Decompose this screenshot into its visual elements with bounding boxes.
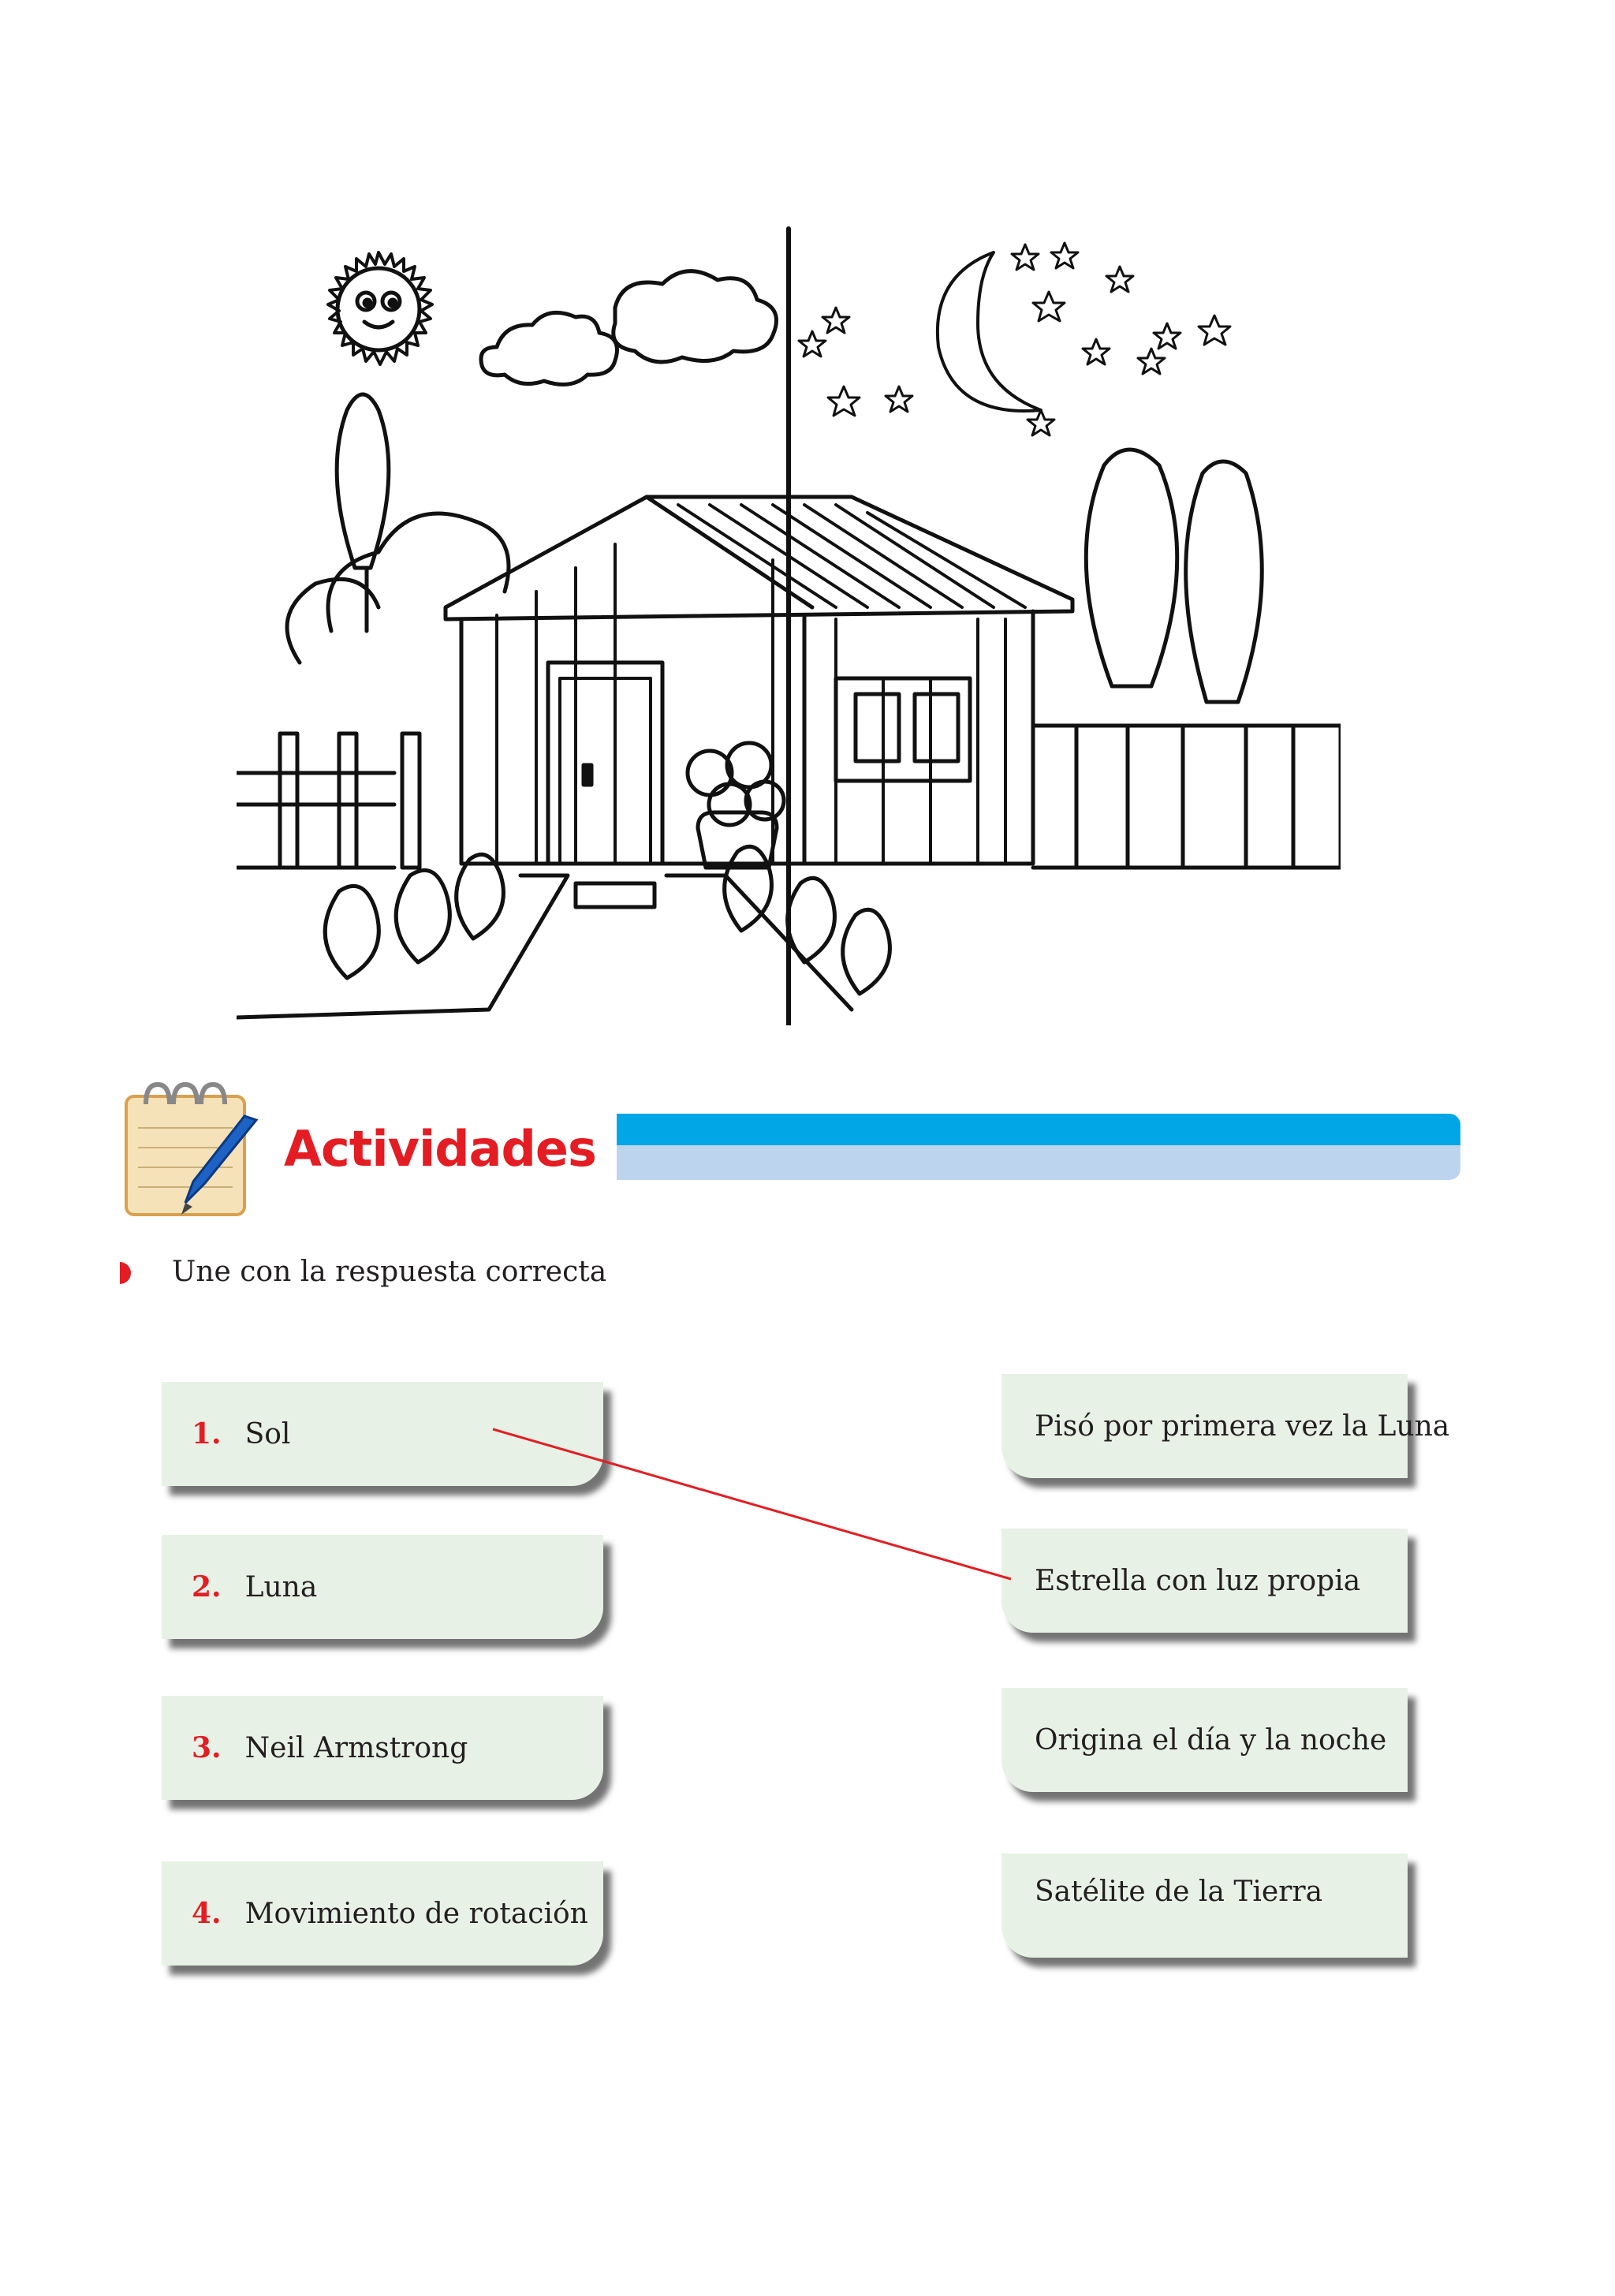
banner-stripe-top — [617, 1114, 1460, 1145]
cloud-icon — [481, 312, 617, 384]
item-label: Neil Armstrong — [244, 1731, 468, 1764]
moon-icon — [938, 252, 1041, 411]
item-label: Movimiento de rotación — [244, 1897, 588, 1930]
notepad-pen-icon — [110, 1065, 268, 1223]
item-label: Pisó por primera vez la Luna — [1035, 1409, 1450, 1443]
item-label: Sol — [244, 1417, 291, 1450]
banner-stripe-bottom — [617, 1145, 1460, 1180]
item-number: 1. — [192, 1417, 222, 1450]
item-number: 2. — [192, 1570, 222, 1603]
item-label: Estrella con luz propia — [1035, 1564, 1361, 1597]
item-label: Satélite de la Tierra — [1035, 1876, 1323, 1908]
match-left-item-1[interactable] — [162, 1382, 603, 1486]
match-left-item-3[interactable] — [162, 1696, 603, 1800]
item-label: Origina el día y la noche — [1035, 1723, 1387, 1757]
item-number: 3. — [192, 1731, 222, 1764]
item-number: 4. — [192, 1897, 222, 1930]
activities-title: Actividades — [284, 1120, 596, 1178]
match-left-item-2[interactable] — [162, 1535, 603, 1639]
match-right-item-4[interactable] — [1001, 1854, 1408, 1958]
match-right-item-3[interactable] — [1001, 1688, 1408, 1792]
bullet-icon — [120, 1262, 131, 1284]
match-right-item-1[interactable] — [1001, 1374, 1450, 1478]
sun-icon — [328, 252, 432, 364]
section-banner — [617, 1114, 1460, 1180]
day-night-house-illustration — [237, 221, 1341, 1025]
match-left-item-4[interactable] — [162, 1861, 603, 1966]
match-right-item-2[interactable] — [1001, 1529, 1408, 1633]
cloud-icon — [614, 271, 777, 362]
instruction-text: Une con la respuesta correcta — [172, 1256, 607, 1288]
item-label: Luna — [244, 1570, 318, 1603]
house-icon — [446, 497, 1072, 868]
stars-icon — [799, 243, 1230, 435]
